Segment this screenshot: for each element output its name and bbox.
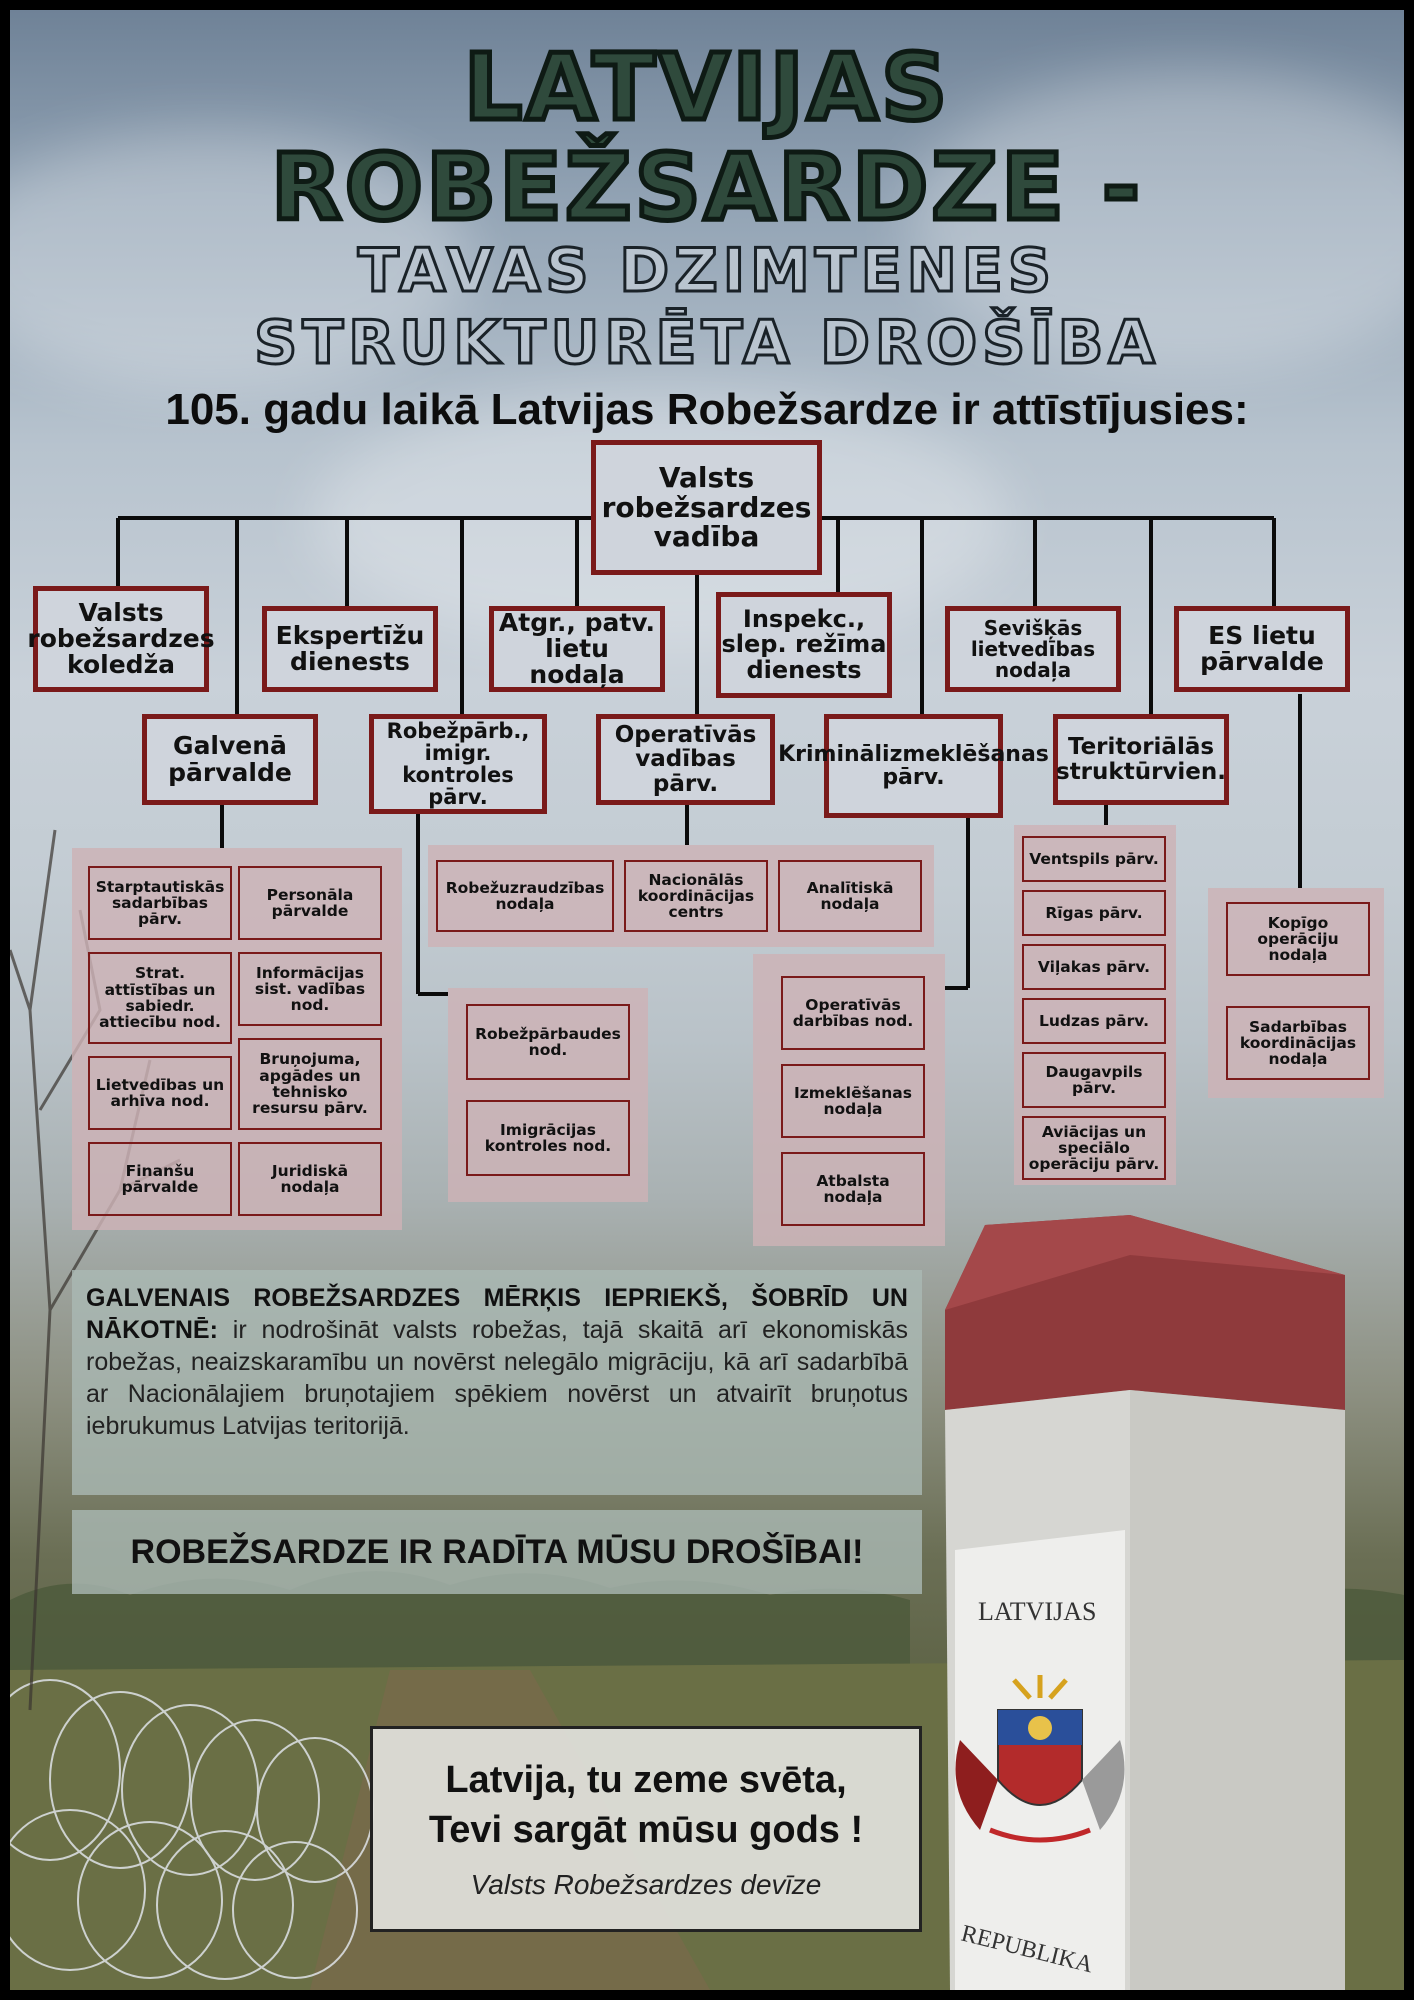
motto-caption: Valsts Robežsardzes devīze (470, 1869, 822, 1900)
poster (10, 10, 1404, 1990)
unit-nacionalas (624, 860, 768, 932)
unit-imigracijas (466, 1100, 630, 1176)
unit-label: Viļakas pārv. (1037, 957, 1151, 976)
unit-vilakas (1022, 944, 1166, 990)
org-box-atgr (489, 606, 665, 692)
unit-izmeklesanas (781, 1064, 925, 1138)
slogan-text: ROBEŽSARDZE IR RADĪTA MŪSU DROŠĪBAI! (130, 1532, 864, 1571)
unit-sadarbibas (1226, 1006, 1370, 1080)
unit-rigas (1022, 890, 1166, 936)
unit-label: Rīgas pārv. (1045, 903, 1143, 922)
unit-personala (238, 866, 382, 940)
goal-heading: GALVENAIS ROBEŽSARDZES MĒRĶIS IEPRIEKŠ, ŠOBRĪD UN NĀKOTNĒ: (86, 1284, 908, 1344)
org-box-galvena (142, 714, 318, 805)
unit-lietved (88, 1056, 232, 1130)
unit-atbalsta (781, 1152, 925, 1226)
unit-label: Daugavpils pārv. (1045, 1062, 1143, 1097)
org-label: Ekspertīžu dienests (275, 620, 425, 676)
org-box-inspekc (716, 592, 892, 698)
title-line-4: STRUKTURĒTA DROŠĪBA (254, 308, 1160, 378)
unit-operativas-darbibas (781, 976, 925, 1050)
unit-label: Finanšu pārvalde (121, 1161, 199, 1196)
org-label: Robežpārb., imigr. kontroles pārv. (386, 718, 530, 810)
unit-label: Operatīvās darbības nod. (792, 995, 914, 1030)
goal-text: ir nodrošināt valsts robežas, tajā skaitā arī ekonomiskās robežas, neaizskaramību un novērst nelegālo migrāciju, kā arī sadarbībā ar Nacionālajiem bruņotajiem spēkiem novērst un atvairīt bruņotus iebrukumus Latvijas teritorijā. (86, 1316, 908, 1440)
org-root-label: Valsts robežsardzes vadība (601, 461, 812, 554)
unit-label: Robežuzraudzības nodaļa (445, 878, 605, 913)
unit-label: Starptautiskās sadarbības pārv. (95, 877, 225, 929)
unit-label: Atbalsta nodaļa (816, 1171, 890, 1206)
org-box-teritorialas (1053, 714, 1229, 805)
goal-paragraph (72, 1270, 922, 1495)
unit-ludzas (1022, 998, 1166, 1044)
unit-label: Sadarbības koordinācijas nodaļa (1239, 1017, 1357, 1069)
unit-label: Informācijas sist. vadības nod. (254, 963, 366, 1015)
org-root-box (591, 440, 822, 575)
org-box-operativas (596, 714, 775, 805)
unit-kopigo (1226, 902, 1370, 976)
org-label: Galvenā pārvalde (168, 731, 292, 787)
org-label: Teritoriālās struktūrvien. (1056, 734, 1226, 785)
org-label: Operatīvās vadības pārv. (614, 722, 757, 797)
org-label: Valsts robežsardzes koledža (27, 597, 215, 680)
title-line-1: LATVIJAS (463, 34, 951, 141)
unit-finansu (88, 1142, 232, 1216)
org-box-kriminal (778, 714, 1049, 818)
org-label: Atgr., patv. lietu nodaļa (498, 607, 656, 690)
unit-label: Personāla pārvalde (266, 885, 354, 920)
org-box-seviskas (945, 606, 1121, 692)
unit-label: Nacionālās koordinācijas centrs (637, 870, 755, 922)
motto-line-2: Tevi sargāt mūsu gods ! (428, 1809, 864, 1851)
org-label: Sevišķās lietvedības nodaļa (970, 615, 1096, 682)
unit-label: Ludzas pārv. (1038, 1011, 1150, 1030)
org-box-robezparb (369, 714, 547, 814)
unit-aviacijas (1022, 1116, 1166, 1180)
unit-label: Aviācijas un speciālo operāciju pārv. (1028, 1122, 1160, 1174)
unit-label: Strat. attīstības un sabiedr. attiecību nod. (99, 964, 221, 1032)
unit-juridiska (238, 1142, 382, 1216)
unit-analitiska (778, 860, 922, 932)
motto-box (370, 1726, 922, 1932)
unit-label: Kopīgo operāciju nodaļa (1257, 913, 1339, 965)
subtitle: 105. gadu laikā Latvijas Robežsardze ir attīstījusies: (165, 385, 1249, 434)
unit-label: Imigrācijas kontroles nod. (484, 1120, 612, 1155)
unit-label: Juridiskā nodaļa (271, 1161, 349, 1196)
org-box-koledza (27, 586, 215, 692)
slogan (72, 1510, 922, 1594)
unit-label: Ventspils pārv. (1029, 849, 1159, 868)
unit-strat (88, 952, 232, 1044)
org-label: Inspekc., slep. režīma dienests (721, 605, 887, 684)
unit-ventspils (1022, 836, 1166, 882)
title-line-3: TAVAS DZIMTENES (357, 236, 1057, 306)
unit-label: Bruņojuma, apgādes un tehnisko resursu pārv. (252, 1050, 368, 1118)
post-text-top: LATVIJAS (978, 1597, 1097, 1626)
unit-label: Analītiskā nodaļa (806, 878, 894, 913)
unit-informacijas (238, 952, 382, 1026)
unit-brunojuma (238, 1038, 382, 1130)
unit-label: Robežpārbaudes nod. (475, 1024, 621, 1059)
unit-starpt (88, 866, 232, 940)
unit-robezuzraudzibas (436, 860, 614, 932)
title-line-2: ROBEŽSARDZE - (270, 134, 1144, 241)
org-box-ekspertizu (262, 606, 438, 692)
org-box-es (1174, 606, 1350, 692)
unit-robezparbaudes (466, 1004, 630, 1080)
motto-line-1: Latvija, tu zeme svēta, (445, 1759, 847, 1801)
unit-label: Izmeklēšanas nodaļa (794, 1083, 912, 1118)
org-label: ES lietu pārvalde (1200, 620, 1324, 676)
org-label: Kriminālizmeklēšanas pārv. (778, 741, 1049, 790)
unit-daugavpils (1022, 1052, 1166, 1108)
post-text-bottom: REPUBLIKA (958, 1920, 1096, 1979)
unit-label: Lietvedības un arhīva nod. (95, 1075, 225, 1110)
